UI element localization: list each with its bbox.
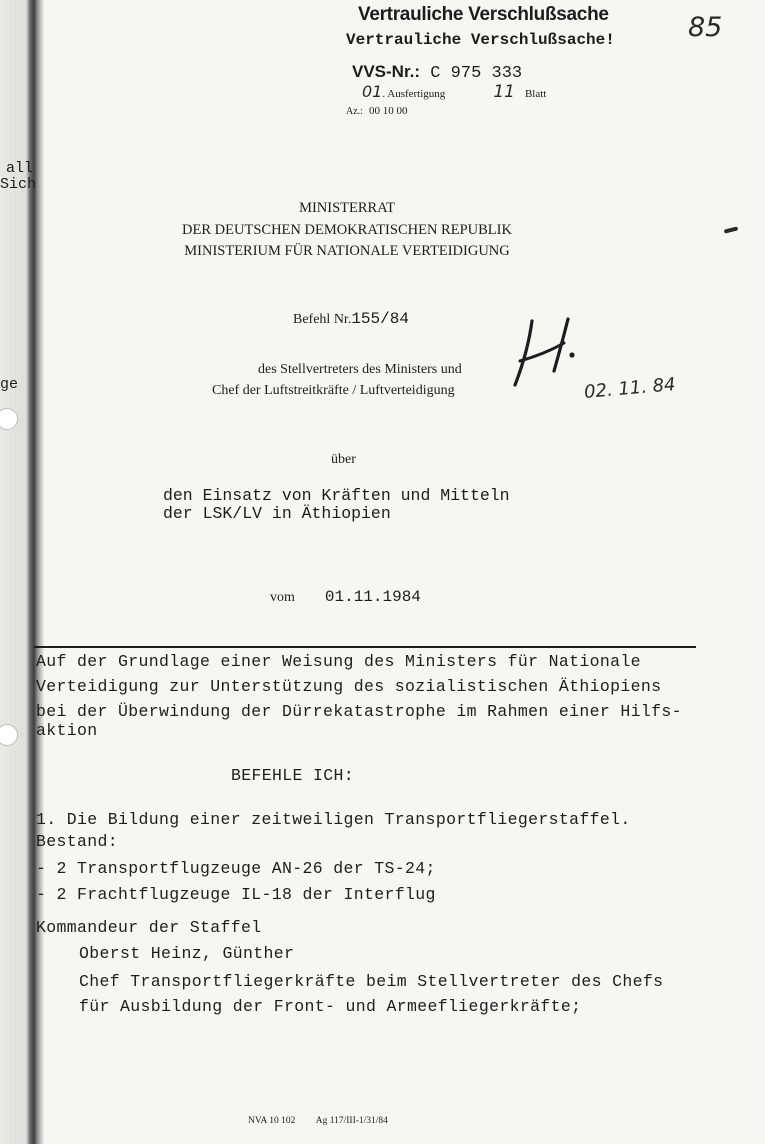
command-heading: BEFEHLE ICH: [231, 766, 355, 785]
footer-line [248, 1116, 388, 1126]
az-number: 00 10 00 [368, 105, 408, 117]
vvs-line [352, 62, 522, 83]
order-label: Befehl Nr. [293, 312, 352, 327]
subject-line-1: den Einsatz von Kräften und Mitteln [163, 486, 510, 505]
margin-fragment: all [6, 160, 34, 177]
header-line-1: MINISTERRAT [299, 200, 395, 216]
vvs-label: VVS-Nr.: [352, 62, 421, 81]
item-line: - 2 Frachtflugzeuge IL-18 der Interflug [36, 885, 436, 904]
item-line: - 2 Transportflugzeuge AN-26 der TS-24; [36, 859, 436, 878]
item-line: Oberst Heinz, Günther [79, 944, 295, 963]
date-label: vom [270, 590, 295, 605]
order-number-line [293, 310, 409, 328]
date-line [270, 588, 421, 606]
handwritten-signature [508, 315, 582, 391]
intro-line: Verteidigung zur Unterstützung des sozialistischen Äthiopiens [36, 677, 662, 696]
intro-line: Auf der Grundlage einer Weisung des Ministers für Nationale [36, 652, 641, 671]
az-label: Az.: [346, 106, 363, 117]
classification-stamp: Vertrauliche Verschlußsache [358, 4, 609, 25]
copy-label: . Ausfertigung [382, 88, 446, 100]
footer-form: NVA 10 102 [248, 1116, 296, 1126]
subject-line-2: der LSK/LV in Äthiopien [163, 504, 391, 523]
header-line-2: DER DEUTSCHEN DEMOKRATISCHEN REPUBLIK [182, 222, 512, 238]
divider-line [34, 646, 696, 648]
about-label: über [331, 452, 356, 467]
margin-fragment: ge [0, 376, 19, 393]
issuer-line-2: Chef der Luftstreitkräfte / Luftverteidigung [212, 383, 455, 398]
page-number: 85 [688, 12, 723, 43]
item-line: Bestand: [36, 832, 119, 851]
intro-line: bei der Überwindung der Dürrekatastrophe im Rahmen einer Hilfs- [36, 702, 682, 721]
classification-typed: Vertrauliche Verschlußsache! [346, 31, 615, 49]
az-line [346, 101, 407, 119]
issuer-line-1: des Stellvertreters des Ministers und [258, 362, 462, 377]
header-line-3: MINISTERIUM FÜR NATIONALE VERTEIDIGUNG [184, 243, 510, 259]
margin-fragment: Sich [0, 176, 37, 193]
ink-mark [724, 226, 739, 233]
sheets-number: 11 [493, 82, 515, 102]
date-value: 01.11.1984 [324, 588, 421, 606]
item-line: 1. Die Bildung einer zeitweiligen Transportfliegerstaffel. [36, 810, 631, 829]
item-line: für Ausbildung der Front- und Armeefliegerkräfte; [79, 997, 582, 1016]
footer-print: Ag 117/III-1/31/84 [315, 1116, 388, 1126]
copy-number: 01 [362, 82, 383, 101]
sheets-label: Blatt [524, 88, 547, 100]
order-number: 155/84 [351, 310, 409, 328]
item-line: Kommandeur der Staffel [36, 918, 262, 937]
item-line: Chef Transportfliegerkräfte beim Stellvertreter des Chefs [79, 972, 664, 991]
vvs-number: C 975 333 [430, 64, 523, 83]
intro-line: aktion [36, 721, 98, 740]
handwritten-date: 02. 11. 84 [583, 374, 677, 403]
copy-line [362, 82, 546, 102]
